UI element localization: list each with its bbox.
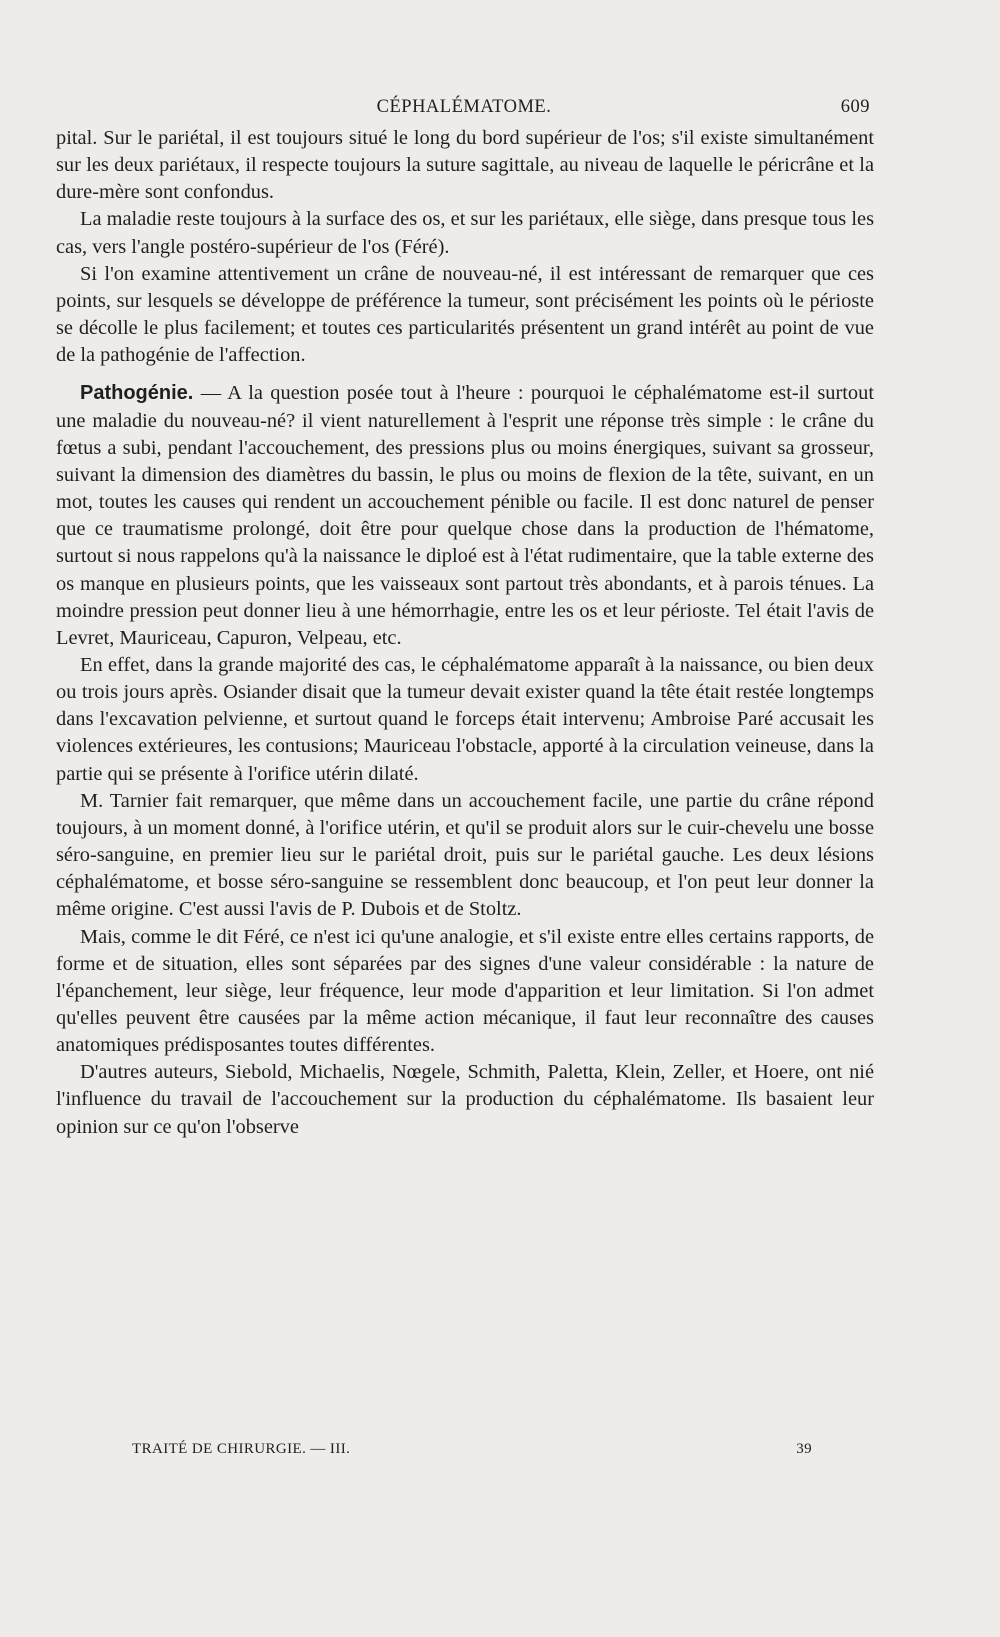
signature-number: 39 [796,1441,812,1457]
section-heading: Pathogénie. [80,382,194,405]
page-footer [132,1441,812,1463]
running-title: CÉPHALÉMATOME. [376,97,552,117]
paragraph: Si l'on examine attentivement un crâne de nouveau-né, il est intéressant de remarquer que ces points, sur lesquels se développe de préférence la tumeur, sont précisément les points où le périoste se décolle le plus facilement; et toutes ces particularités présentent un grand intérêt au point de vue de la pathogénie de l'affection. [56,262,874,367]
paragraph: La maladie reste toujours à la surface des os, et sur les pariétaux, elle siège, dans presque tous les cas, vers l'angle postéro-supérieur de l'os (Féré). [56,208,874,258]
signature-title: TRAITÉ DE CHIRURGIE. — III. [132,1441,351,1457]
paragraph: Mais, comme le dit Féré, ce n'est ici qu'une analogie, et s'il existe entre elles certains rapports, de forme et de situation, elles sont séparées par des signes d'une valeur considérable : la nature de l'épanchement, leur siège, leur fréquence, leur mode d'apparition et leur limitation. Si l'on admet qu'elles peuvent être causées par la même action mécanique, il faut leur reconnaître des causes anatomiques prédisposantes toutes différentes. [56,925,874,1057]
page-header [58,97,870,127]
section-intro-text: — A la question posée tout à l'heure : pourquoi le céphalématome est-il surtout une maladie du nouveau-né? il vient naturellement à l'esprit une réponse très simple : le crâne du fœtus a subi, pendant l'accouchement, des pressions plus ou moins énergiques, suivant sa grosseur, suivant la dimension des diamètres du bassin, le plus ou moins de flexion de la tête, suivant, en un mot, toutes les causes qui rendent un accouchement pénible ou facile. Il est donc naturel de penser que ce traumatisme prolongé, doit être pour quelque chose dans la production de l'hématome, surtout si nous rappelons qu'à la naissance le diploé est à l'état rudimentaire, que la table externe des os manque en plusieurs points, que les vaisseaux sont partout très abondants, et à parois ténues. La moindre pression peut donner lieu à une hémorrhagie, entre les os et leur périoste. Tel était l'avis de Levret, Mauriceau, Capuron, Velpeau, etc. [56,382,874,649]
paragraph-continued: pital. Sur le pariétal, il est toujours situé le long du bord supérieur de l'os; s'il existe simultanément sur les deux pariétaux, il respecte toujours la suture sagittale, au niveau de laquelle le péricrâne et la dure-mère sont confondus. [56,127,874,204]
page-number: 609 [840,97,870,117]
paragraph: En effet, dans la grande majorité des cas, le céphalématome apparaît à la naissance, ou bien deux ou trois jours après. Osiander disait que la tumeur devait exister quand la tête était restée longtemps dans l'excavation pelvienne, et surtout quand le forceps était intervenu; Ambroise Paré accusait les violences extérieures, les contusions; Mauriceau l'obstacle, apporté à la circulation veineuse, dans la partie qui se présente à l'orifice utérin dilaté. [56,653,874,785]
paragraph: M. Tarnier fait remarquer, que même dans un accouchement facile, une partie du crâne répond toujours, à un moment donné, à l'orifice utérin, et qu'il se produit alors sur le cuir-chevelu une bosse séro-sanguine, en premier lieu sur le pariétal droit, puis sur le pariétal gauche. Les deux lésions céphalématome, et bosse séro-sanguine se ressemblent donc beaucoup, et l'on peut leur donner la même origine. C'est aussi l'avis de P. Dubois et de Stoltz. [56,789,874,921]
body-text [56,125,874,1141]
section-pathogenie-intro [56,380,874,652]
paragraph: D'autres auteurs, Siebold, Michaelis, Nœgele, Schmith, Paletta, Klein, Zeller, et Hoere, ont nié l'influence du travail de l'accouchement sur la production du céphalématome. Ils basaient leur opinion sur ce qu'on l'observe [56,1061,874,1138]
